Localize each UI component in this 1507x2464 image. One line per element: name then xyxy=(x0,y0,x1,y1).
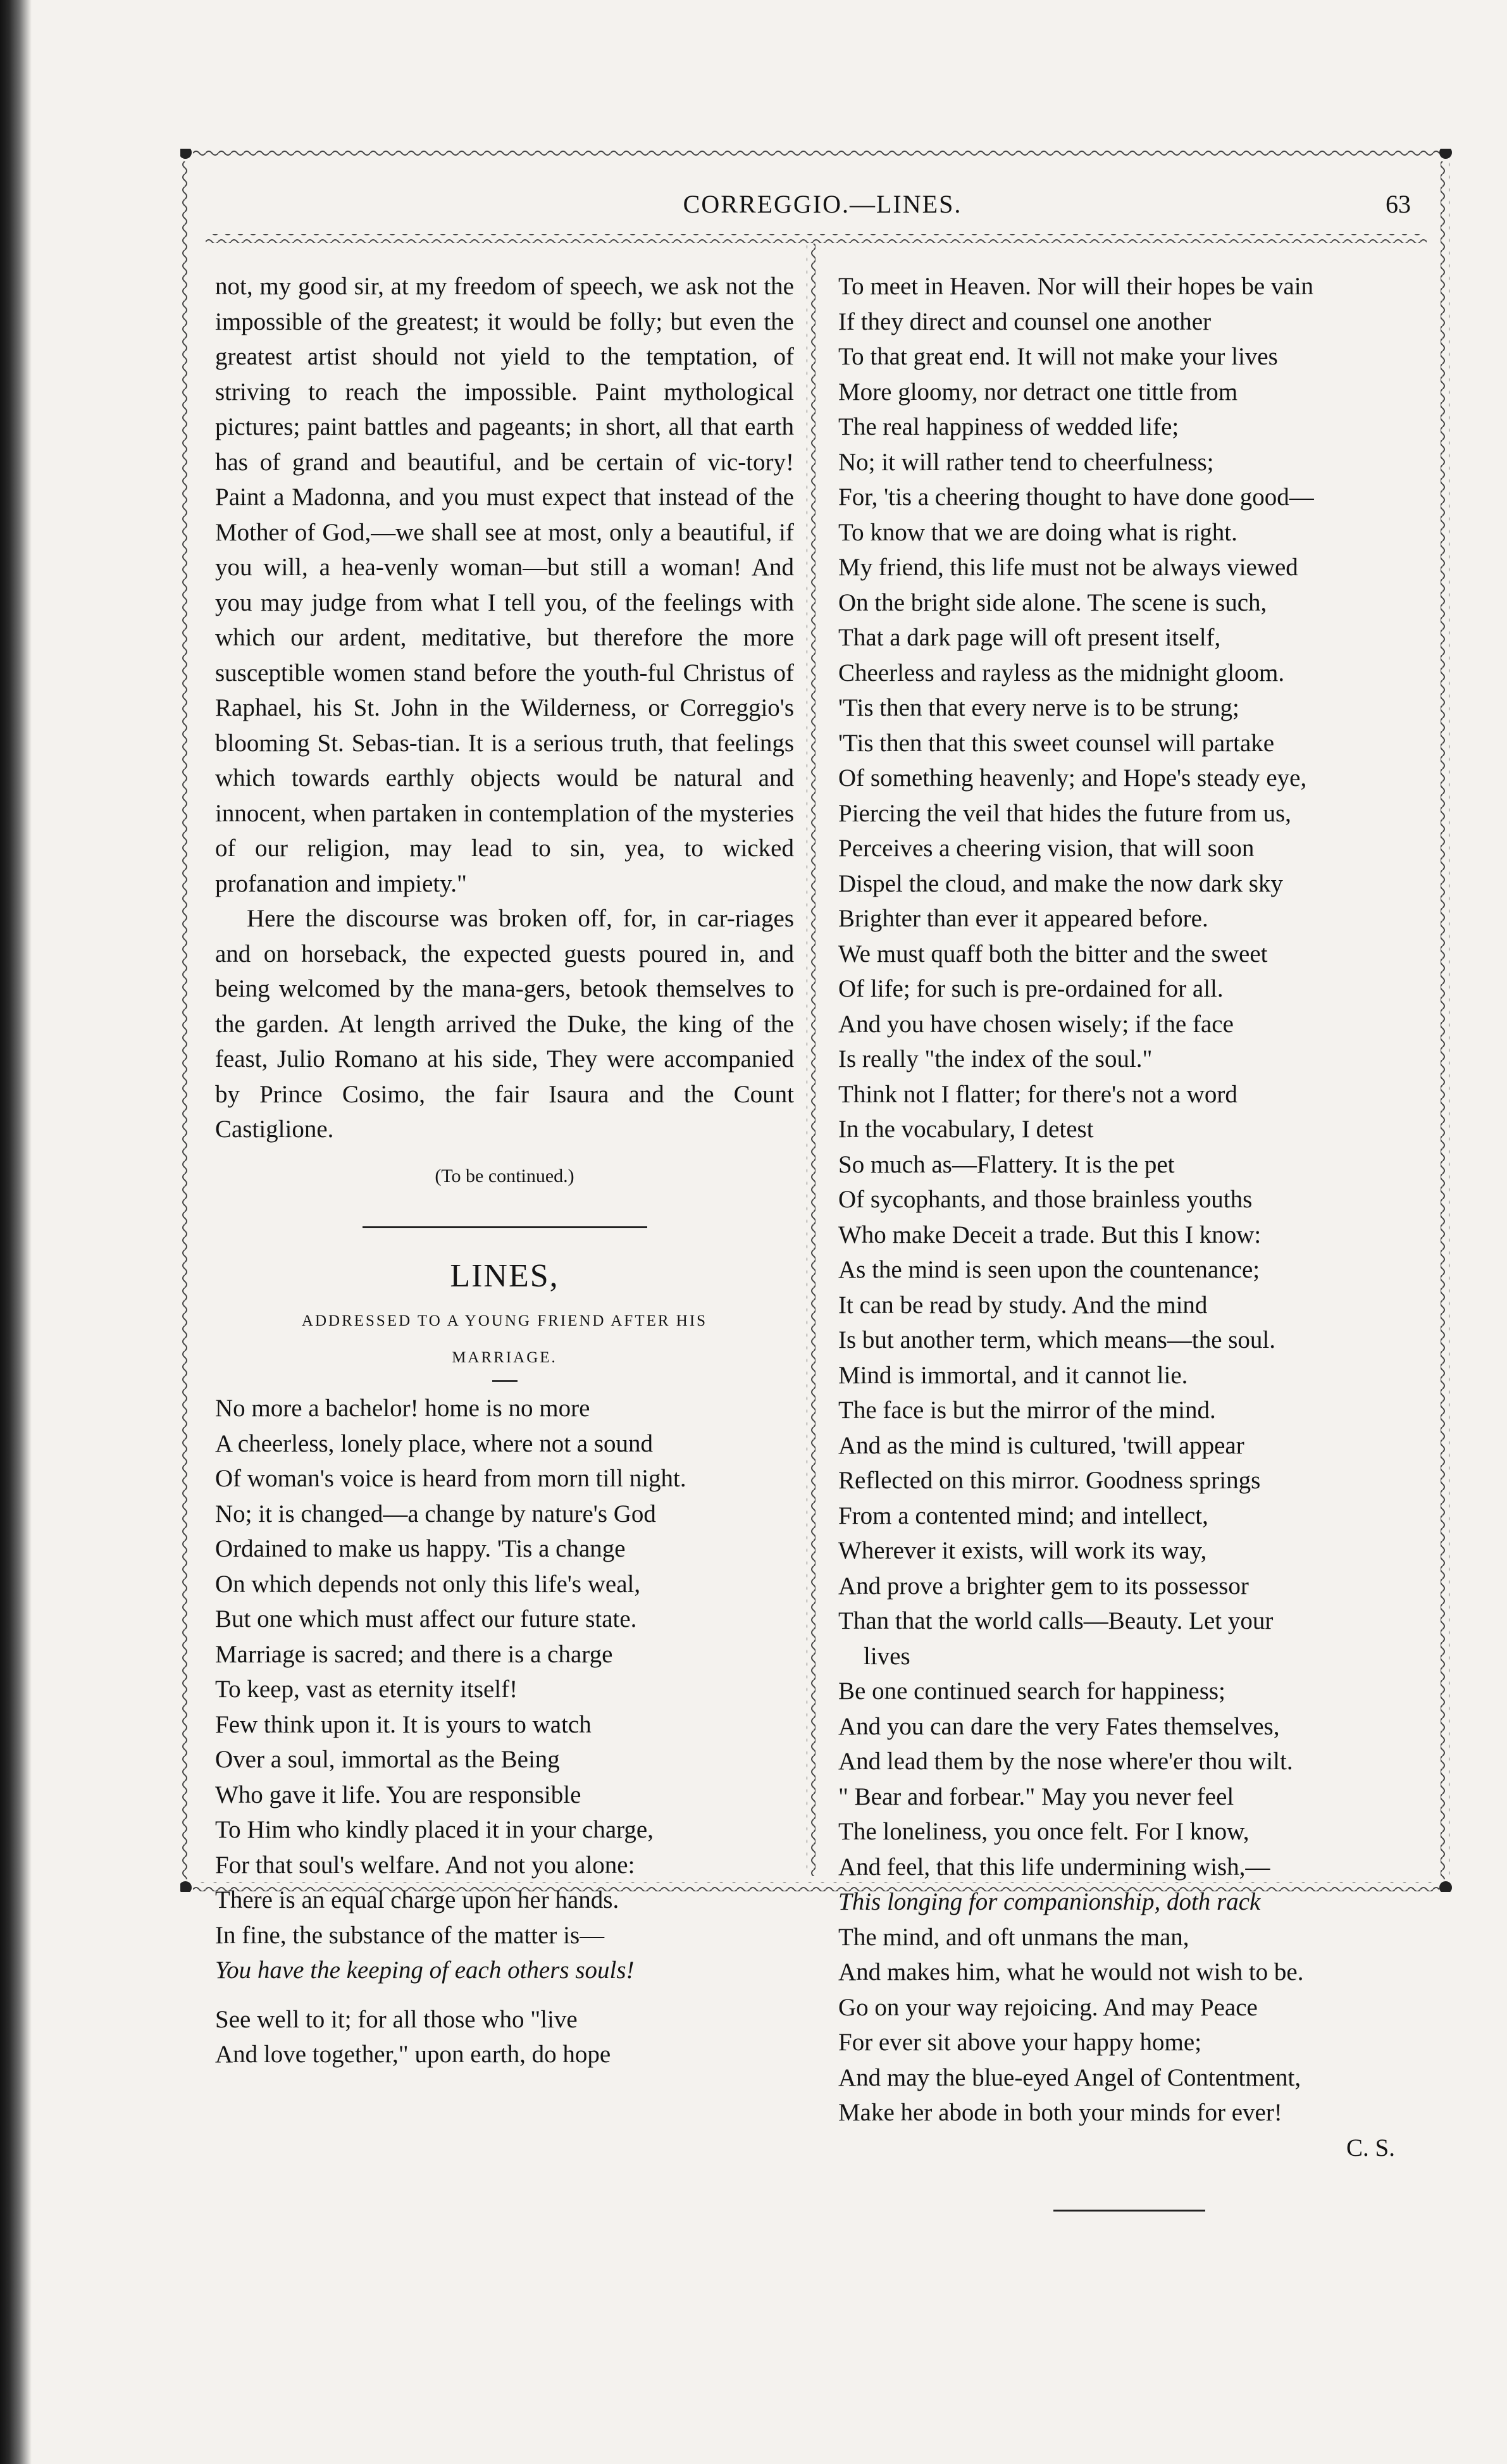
poem-line: In fine, the substance of the matter is— xyxy=(215,1921,605,1949)
poem-line: Of woman's voice is heard from morn till night. xyxy=(215,1465,686,1492)
poem-line: Cheerless and rayless as the midnight gloom. xyxy=(838,659,1285,687)
book-spine-shadow xyxy=(0,0,32,2464)
poem-line: Dispel the cloud, and make the now dark sky xyxy=(838,869,1283,897)
poem-line: The mind, and oft unmans the man, xyxy=(838,1923,1189,1951)
poem-line: Over a soul, immortal as the Being xyxy=(215,1746,560,1773)
poem-line: Of life; for such is pre-ordained for all. xyxy=(838,975,1224,1002)
poem-line: No more a bachelor! home is no more xyxy=(215,1395,590,1422)
poem-right-part xyxy=(838,269,1420,2131)
poem-line: We must quaff both the bitter and the sweet xyxy=(838,940,1268,968)
poem-line: The real happiness of wedded life; xyxy=(838,413,1179,440)
poem-line: Piercing the veil that hides the future from us, xyxy=(838,799,1291,827)
left-column xyxy=(215,269,794,2072)
poem-line: Of sycophants, and those brainless youths xyxy=(838,1186,1253,1213)
page-header xyxy=(215,187,1430,225)
poem-line: Go on your way rejoicing. And may Peace xyxy=(838,1993,1258,2021)
poem-line: And makes him, what he would not wish to be. xyxy=(838,1958,1304,1986)
poem-line: 'Tis then that every nerve is to be strung; xyxy=(838,694,1239,721)
poem-line: Be one continued search for happiness; xyxy=(838,1677,1225,1705)
poem-line: For that soul's welfare. And not you alone: xyxy=(215,1851,635,1879)
poem-line: The face is but the mirror of the mind. xyxy=(838,1397,1216,1424)
poem-line: Who gave it life. You are responsible xyxy=(215,1781,581,1808)
poem-line: Few think upon it. It is yours to watch xyxy=(215,1710,592,1738)
poem-line: Ordained to make us happy. 'Tis a change xyxy=(215,1535,626,1562)
poem-line: The loneliness, you once felt. For I know, xyxy=(838,1818,1250,1845)
poem-line: On the bright side alone. The scene is such, xyxy=(838,588,1267,616)
poem-line: To that great end. It will not make your lives xyxy=(838,343,1278,370)
poem-line: As the mind is seen upon the countenance; xyxy=(838,1256,1260,1283)
poem-line: And you have chosen wisely; if the face xyxy=(838,1010,1234,1038)
poem-line: It can be read by study. And the mind xyxy=(838,1291,1208,1319)
poem-line-emphasis: This longing for companionship, doth rack xyxy=(838,1888,1261,1915)
poem-line: If they direct and counsel one another xyxy=(838,308,1212,335)
poem-line: To meet in Heaven. Nor will their hopes be vain xyxy=(838,273,1314,300)
poem-line: For ever sit above your happy home; xyxy=(838,2029,1202,2056)
poem-line: And lead them by the nose where'er thou wilt. xyxy=(838,1748,1293,1775)
poem-line: And feel, that this life undermining wish,— xyxy=(838,1853,1270,1881)
poem-line: Make her abode in both your minds for ever! xyxy=(838,2099,1282,2126)
poem-left-part xyxy=(215,1391,794,2072)
to-be-continued-note: (To be continued.) xyxy=(435,1165,574,1186)
poem-line: Reflected on this mirror. Goodness springs xyxy=(838,1467,1261,1494)
poem-line: To know that we are doing what is right. xyxy=(838,518,1237,546)
poem-line: More gloomy, nor detract one tittle from xyxy=(838,378,1238,406)
right-column xyxy=(838,269,1420,2212)
section-divider xyxy=(363,1226,647,1228)
page-number: 63 xyxy=(1386,190,1411,218)
poem-line: Wherever it exists, will work its way, xyxy=(838,1537,1207,1564)
poem-line: No; it is changed—a change by nature's God xyxy=(215,1500,656,1528)
poem-line: Marriage is sacred; and there is a charge xyxy=(215,1640,613,1668)
poem-subtitle-line: ADDRESSED TO A YOUNG FRIEND AFTER HIS xyxy=(301,1312,708,1329)
end-rule xyxy=(1053,2210,1205,2212)
poem-line: For, 'tis a cheering thought to have done good— xyxy=(838,483,1314,511)
ornament-dash xyxy=(492,1380,518,1382)
poem-line: " Bear and forbear." May you never feel xyxy=(838,1783,1234,1810)
poem-line: And may the blue-eyed Angel of Contentment, xyxy=(838,2063,1301,2091)
poem-title: LINES, xyxy=(450,1258,559,1294)
poem-line: Than that the world calls—Beauty. Let your xyxy=(838,1607,1274,1634)
poem-line: And you can dare the very Fates themselves, xyxy=(838,1712,1280,1740)
poem-line: And love together," upon earth, do hope xyxy=(215,2041,611,2068)
poem-line: And as the mind is cultured, 'twill appear xyxy=(838,1431,1244,1459)
poem-line-emphasis: You have the keeping of each others souls! xyxy=(215,1957,635,1984)
running-title: CORREGGIO.—LINES. xyxy=(683,190,962,218)
story-continuation xyxy=(215,269,794,1147)
poem-line: Is but another term, which means—the soul. xyxy=(838,1326,1276,1353)
poem-line: My friend, this life must not be always viewed xyxy=(838,554,1298,581)
poem-line: In the vocabulary, I detest xyxy=(838,1116,1094,1143)
poem-line: Who make Deceit a trade. But this I know: xyxy=(838,1221,1262,1248)
poem-line: But one which must affect our future state. xyxy=(215,1605,637,1633)
poem-line: On which depends not only this life's weal, xyxy=(215,1570,641,1598)
author-signature: C. S. xyxy=(1346,2134,1395,2162)
poem-subtitle xyxy=(215,1303,794,1376)
poem-line: Is really "the index of the soul." xyxy=(838,1045,1153,1073)
prose-paragraph: not, my good sir, at my freedom of speech, we ask not the impossible of the greatest; it would be folly; but even the greatest artist should not yield to the temptation, of striving to reach the impossible. Paint mythological pictures; paint battles and pageants; in short, all that earth has of grand and beautiful, and be certain of vic-tory! Paint a Madonna, and you must expect that instead of the Mother of God,—we shall see at most, only a beautiful, if you will, a hea-venly woman—but still a woman! And you may judge from what I tell you, of the feelings with which our ardent, meditative, but therefore the more susceptible women stand before the youth-ful Christus of Raphael, his St. John in the Wilderness, or Correggio's blooming St. Sebas-tian. It is a serious truth, that feelings which towards earthly objects would be natural and innocent, when partaken in contemplation of the mysteries of our religion, may lead to sin, yea, to wicked profanation and impiety." xyxy=(215,273,794,897)
poem-line: Think not I flatter; for there's not a word xyxy=(838,1080,1237,1108)
poem-line: That a dark page will oft present itself, xyxy=(838,624,1221,651)
prose-paragraph: Here the discourse was broken off, for, in car-riages and on horseback, the expected guests poured in, and being welcomed by the mana-gers, betook themselves to the garden. At length arrived the Duke, the king of the feast, Julio Romano at his side, They were accompanied by Prince Cosimo, the fair Isaura and the Count Castiglione. xyxy=(215,905,794,1143)
poem-line: And prove a brighter gem to its possessor xyxy=(838,1572,1249,1600)
poem-line: There is an equal charge upon her hands. xyxy=(215,1886,619,1913)
poem-line: So much as—Flattery. It is the pet xyxy=(838,1150,1175,1178)
poem-line: See well to it; for all those who "live xyxy=(215,2005,578,2033)
poem-line: To keep, vast as eternity itself! xyxy=(215,1676,518,1703)
poem-line: No; it will rather tend to cheerfulness; xyxy=(838,448,1214,476)
poem-line: A cheerless, lonely place, where not a sound xyxy=(215,1429,654,1457)
poem-line: Perceives a cheering vision, that will soon xyxy=(838,835,1255,862)
poem-line: Brighter than ever it appeared before. xyxy=(838,905,1208,932)
poem-line: Of something heavenly; and Hope's steady eye, xyxy=(838,764,1307,792)
poem-line: 'Tis then that this sweet counsel will partake xyxy=(838,729,1275,757)
poem-line: From a contented mind; and intellect, xyxy=(838,1502,1208,1529)
poem-line-wrap: lives xyxy=(864,1642,910,1670)
poem-line: To Him who kindly placed it in your charge, xyxy=(215,1816,654,1843)
poem-line: Mind is immortal, and it cannot lie. xyxy=(838,1361,1188,1389)
poem-subtitle-line: MARRIAGE. xyxy=(452,1349,557,1366)
